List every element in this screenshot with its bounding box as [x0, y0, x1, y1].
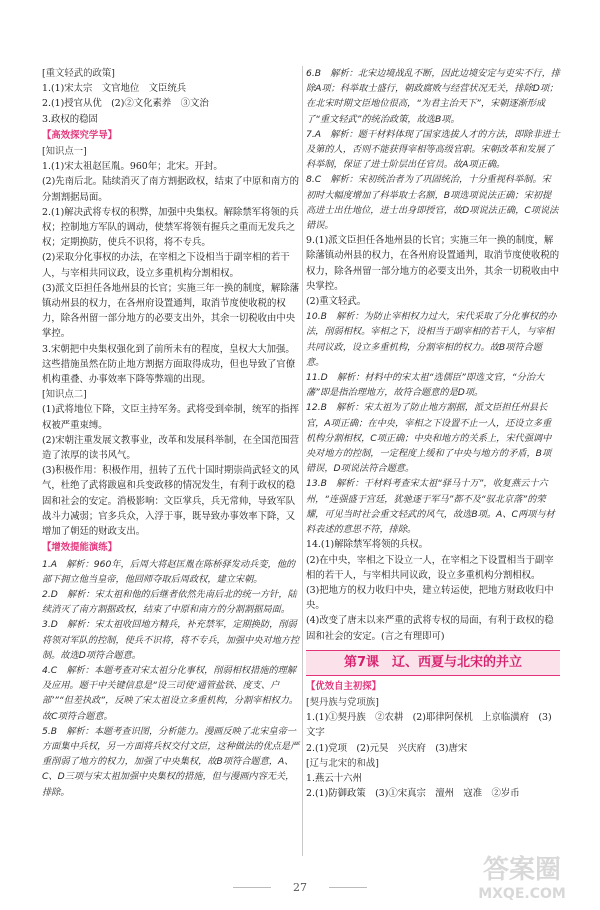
watermark-text-url: MXQE.COM	[478, 886, 566, 902]
handwritten-answer: 2.D 解析：宋太祖和他的后继者依然先南后北的统一方针，陆续消灭了南方割据政权，结束了中原和南方的分割割据局面。	[42, 588, 297, 616]
answer-line: 1.燕云十六州	[306, 772, 362, 784]
answer-line: (2)采取分化事权的办法，在宰相之下设相当于副宰相的若干人，与宰相共同议政，设立多重机构分割相权。	[42, 252, 290, 279]
answer-line: 3.宋朝把中央集权强化到了前所未有的程度，皇权大大加强。这些措施虽然在防止地方割据方面取得成功，但也导致了官僚机构重叠、办事效率下降等弊端的出现。	[42, 343, 296, 386]
handwritten-answer: 8.C 解析：宋初统治者为了巩固统治，十分重视科举制。宋初时大幅度增加了科举取士名额，B项选项说法正确；宋初提高进士出仕地位，进士出身即授官，故D项说法正确，C项说法错误。	[306, 174, 559, 232]
section-subtitle: [知识点一]	[42, 146, 87, 158]
left-column	[42, 66, 300, 800]
answer-line: 1.(1)宋太祖赵匡胤。960年；北宋。开封。	[42, 161, 223, 173]
answer-line: 2.(1)党项 (2)元昊 兴庆府 (3)唐宋	[306, 742, 468, 754]
page-number-rule-right	[329, 887, 367, 888]
handwritten-answer: 4.C 解析：本题考查对宋太祖分化事权，削弱相权措施的理解及应用。题干中关键信息是“设三司使‘通管盐铁、度支、户部’”“但差执政”，反映了宋太祖设立多重机构，分割宰相权力。故C项符合题意。	[42, 664, 299, 722]
right-column	[306, 66, 560, 801]
answer-line: 1.(1)宋太宗 文官地位 文臣统兵	[42, 83, 187, 95]
answer-line: (2)宋朝注重发展文教事业，改革和发展科举制，在全国范围营造了浓厚的读书风气。	[42, 434, 300, 462]
answer-line: 2.(1)解决武将专权的积弊，加强中央集权。解除禁军将领的兵权；控制地方军队的调动，使禁军将领有握兵之重而无发兵之权；定期换防，使兵不识将，将不专兵。	[42, 206, 299, 249]
answer-line: 2.(1)防御政策 (3)①宋真宗 澶州 寇准 ②岁币	[306, 788, 520, 800]
watermark-text-cn: 答案圈	[482, 855, 562, 885]
answer-line: (4)改变了唐末以来严重的武将专权的局面，有利于政权的稳固和社会的安定。(言之有理即可)	[306, 615, 554, 642]
answer-line: 14.(1)解除禁军将领的兵权。	[306, 539, 428, 551]
handwritten-answer: 6.B 解析：北宋边境战乱不断，因此边境安定与吏实不行，排除A项；科举取士盛行，朝政腐败与经营状况无关，排除D项；在北宋时期文臣地位很高，“为君主治天下”，宋朝逐渐形成了“重文轻武”的统治政策，故选B项。	[306, 68, 560, 125]
answer-line: (2)先南后北。陆续消灭了南方割据政权，结束了中原和南方的分割割据局面。	[42, 176, 300, 203]
answer-line: (3)积极作用：积极作用，扭转了五代十国时期崇尚武轻文的风气，杜绝了武将跋扈和兵变政移的情况发生，有利于政权的稳固和社会的安定。消极影响：文臣掌兵，兵无常帅，导致军队战斗力减弱；官多兵众，入浮于事，既导致办事效率下降，又增加了朝廷的财政支出。	[42, 465, 300, 538]
answer-line: 2.(1)授官从优 (2)②文化素养 ③文治	[42, 98, 209, 110]
section-heading: 【增效提能演练】	[42, 542, 118, 554]
section-subtitle: [重文轻武的政策]	[42, 68, 115, 79]
answer-line: (2)重文轻武。	[306, 296, 367, 308]
watermark-logo	[452, 848, 592, 906]
handwritten-answer: 10.B 解析：为防止宰相权力过大，宋代采取了分化事权的办法，削弱相权。宰相之下，设相当于副宰相的若干人，与宰相共同议政，设立多重机构，分割宰相的权力。故B项符合题意。	[306, 311, 557, 368]
answer-line: 9.(1)派文臣担任各地州县的长官；实施三年一换的制度，解除藩镇动州县的权力，在各州府设置通判，取消节度使收税的权力，除各州留一部分地方的必要支出外，其余一切税收由中央掌控。	[306, 235, 560, 292]
section-subtitle: [辽与北宋的和战]	[306, 757, 379, 769]
handwritten-answer: 1.A 解析：960年，后周大将赵匡胤在陈桥驿发动兵变，他的部下拥立他当皇帝，他回师夺取后周政权，建立宋朝。	[42, 558, 296, 585]
section-heading: 【优效自主初探】	[306, 680, 382, 692]
page-number: 27	[293, 881, 307, 894]
handwritten-answer: 5.B 解析：本题考查识图，分析能力。漫画反映了北宋皇帝一方面集中兵权，另一方面将兵权交付文臣，这种做法的优点是严重削弱了地方的权力，加强了中央集权，故B项符合题意，A、C、D三项与宋太祖加强中央集权的措施，但与漫画内容无关，排除。	[42, 725, 300, 798]
handwritten-answer: 11.D 解析：材料中的宋太祖“选儒臣”即选文官，“分治大藩”即是指治理地方，故符合题意的是D项。	[306, 372, 545, 399]
section-subtitle: [知识点二]	[42, 389, 87, 401]
section-subtitle: [契丹族与党项族]	[306, 696, 379, 708]
answer-line: 1.(1)①契丹族 ②农耕 (2)耶律阿保机 上京临潢府 (3)文字	[306, 712, 552, 739]
handwritten-answer: 13.B 解析：干材料考查宋太祖“驿马十万”，收复燕云十六州，“连强盛于宫廷，犹驰逐于军马”都不及“驭北京落”的荣耀，可见当时社会重文轻武的风气，故选B项。A、C两项与材料表述的意思不符，排除。	[306, 478, 555, 536]
answer-line: (2)在中央，宰相之下设立一人，在宰相之下设置相当于副宰相的若干人，与宰相共同议政，设立多重机构分割相权。	[306, 554, 554, 581]
answer-line: (3)派文臣担任各地州县的长官；实施三年一换的制度，解除藩镇动州县的权力，在各州府设置通判，取消节度使收税的权力，除各州留一部分地方的必要支出外，其余一切税收由中央掌控。	[42, 282, 300, 340]
column-divider	[302, 66, 303, 856]
handwritten-answer: 3.D 解析：宋太祖收回地方精兵，补充禁军，定期换防，削弱将领对军队的控制，使兵不识将，将不专兵，加强中央对地方控制。故选D项符合题意。	[42, 619, 300, 661]
section-heading: 【高效探究学导】	[42, 129, 118, 141]
answer-line: (3)把地方的权力收归中央，建立转运使，把地方财政收归中央。	[306, 584, 554, 612]
handwritten-answer: 7.A 解析：题干材料体现了国家选拔人才的方法，即除非进士及第的人，否则不能获得宰相等高级官职。宋朝改革和发展了科举制，保证了进士阶层出任官员。故A项正确。	[306, 128, 560, 171]
answer-line: 3.政权的稳固	[42, 113, 98, 125]
handwritten-answer: 12.B 解析：宋太祖为了防止地方割据，派文臣担任州县长官，A项正确；在中央，宰相之下设置不止一人，还设立多重机构分割相权，C项正确；中央和地方的关系上，宋代强调中央对地方的控制，一定程度上缓和了中央与地方的矛盾，B项错误，D项说法符合题意。	[306, 402, 552, 475]
lesson-title: 第7课 辽、西夏与北宋的并立	[306, 650, 560, 676]
answer-line: (1)武将地位下降，文臣主持军务。武将受到牵制，统军的指挥权被严重束缚。	[42, 404, 300, 431]
